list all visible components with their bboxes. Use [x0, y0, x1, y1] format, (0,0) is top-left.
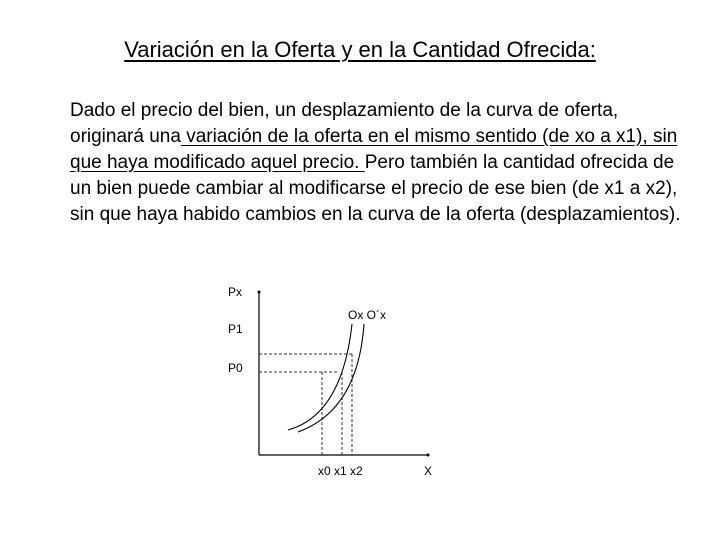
curve-labels: Ox O´x — [348, 308, 386, 322]
paragraph-underlined: variación de la oferta en el mismo sentido (de xo a x1), sin que haya modificado aquel precio. — [70, 126, 678, 173]
x-axis-label: X — [424, 464, 433, 478]
slide-title — [0, 36, 720, 64]
quantity-labels: x0 x1 x2 — [318, 464, 363, 478]
paragraph-conclusion: Pero también la cantidad ofrecida de un bien puede cambiar al modificarse el precio de ese bien (de x1 a x2), sin que haya habido cambios en la curva de la oferta (desplazamientos). — [70, 152, 681, 225]
y-axis-label: Px — [228, 285, 243, 299]
slide-title-text: Variación en la Oferta y en la Cantidad Ofrecida: — [124, 37, 596, 62]
supply-curve-o-prime-x — [298, 324, 364, 432]
supply-diagram — [210, 280, 470, 480]
price-label-p0: P0 — [228, 361, 243, 375]
body-paragraph — [70, 98, 690, 228]
x-axis-arrow — [427, 454, 430, 457]
paragraph-intro: Dado el precio del bien, un desplazamiento de la curva de oferta, originará una — [70, 100, 619, 147]
y-axis-arrow — [258, 291, 261, 294]
price-label-p1: P1 — [228, 322, 243, 336]
